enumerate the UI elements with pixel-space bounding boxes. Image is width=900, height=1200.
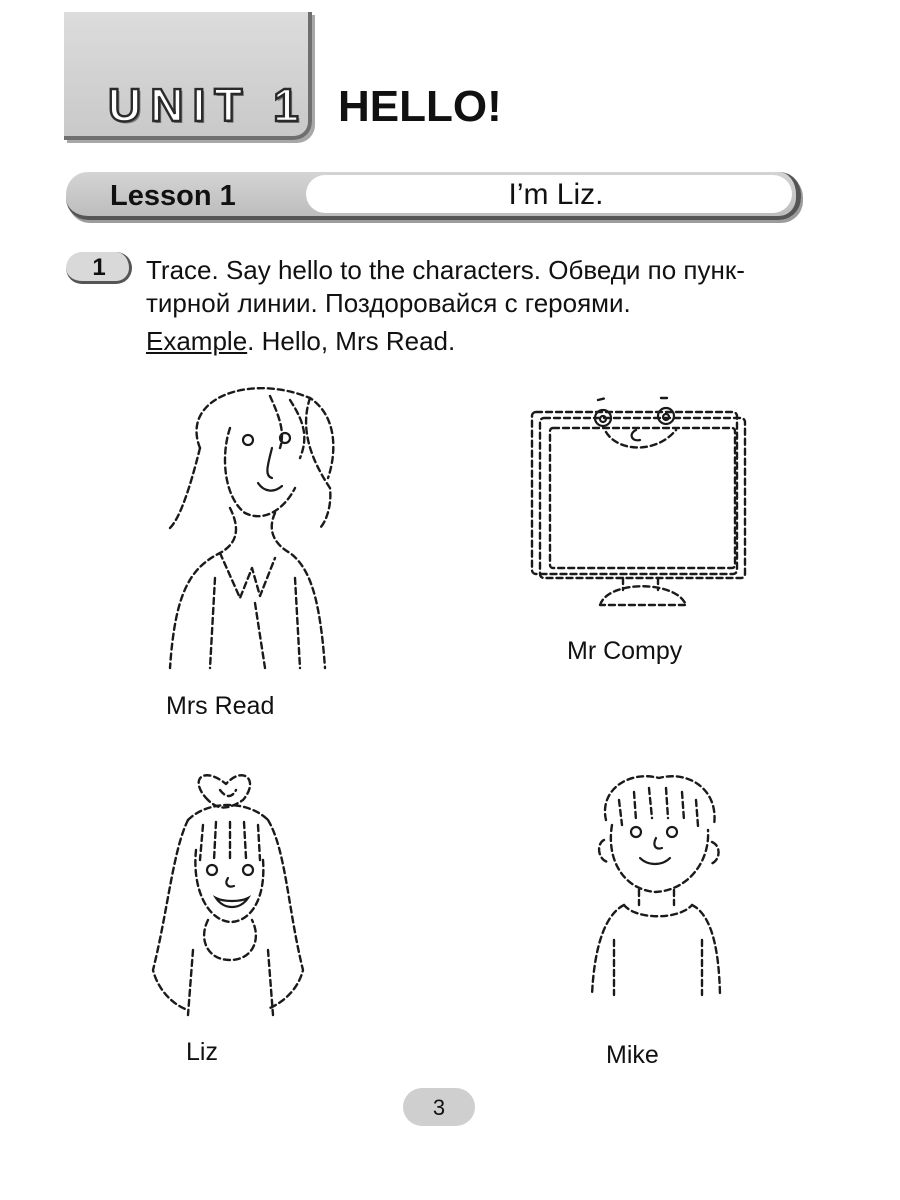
liz-dotted-figure <box>148 770 318 1020</box>
lesson-label: Lesson 1 <box>110 180 236 212</box>
unit-title: HELLO! <box>338 82 502 131</box>
mike-dotted-figure <box>584 770 734 1010</box>
caption-mike: Mike <box>606 1041 659 1069</box>
mrs-read-dotted-figure <box>160 378 340 678</box>
lesson-title: I’m Liz. <box>508 178 604 211</box>
caption-mrs-read: Mrs Read <box>166 692 275 720</box>
unit-label: UNIT 1 <box>108 79 308 131</box>
exercise-example <box>146 326 455 357</box>
exercise-instruction: Trace. Say hello to the characters. Обведи по пунк-тирной линии. Поздоровайся с героями. <box>146 255 745 318</box>
caption-mr-compy: Mr Compy <box>567 637 683 665</box>
example-text: . Hello, Mrs Read. <box>247 326 456 356</box>
example-label: Example <box>146 326 248 356</box>
caption-liz: Liz <box>186 1038 218 1066</box>
mr-compy-dotted-figure <box>528 390 758 620</box>
page-number: 3 <box>432 1095 446 1120</box>
exercise-number: 1 <box>92 254 106 281</box>
